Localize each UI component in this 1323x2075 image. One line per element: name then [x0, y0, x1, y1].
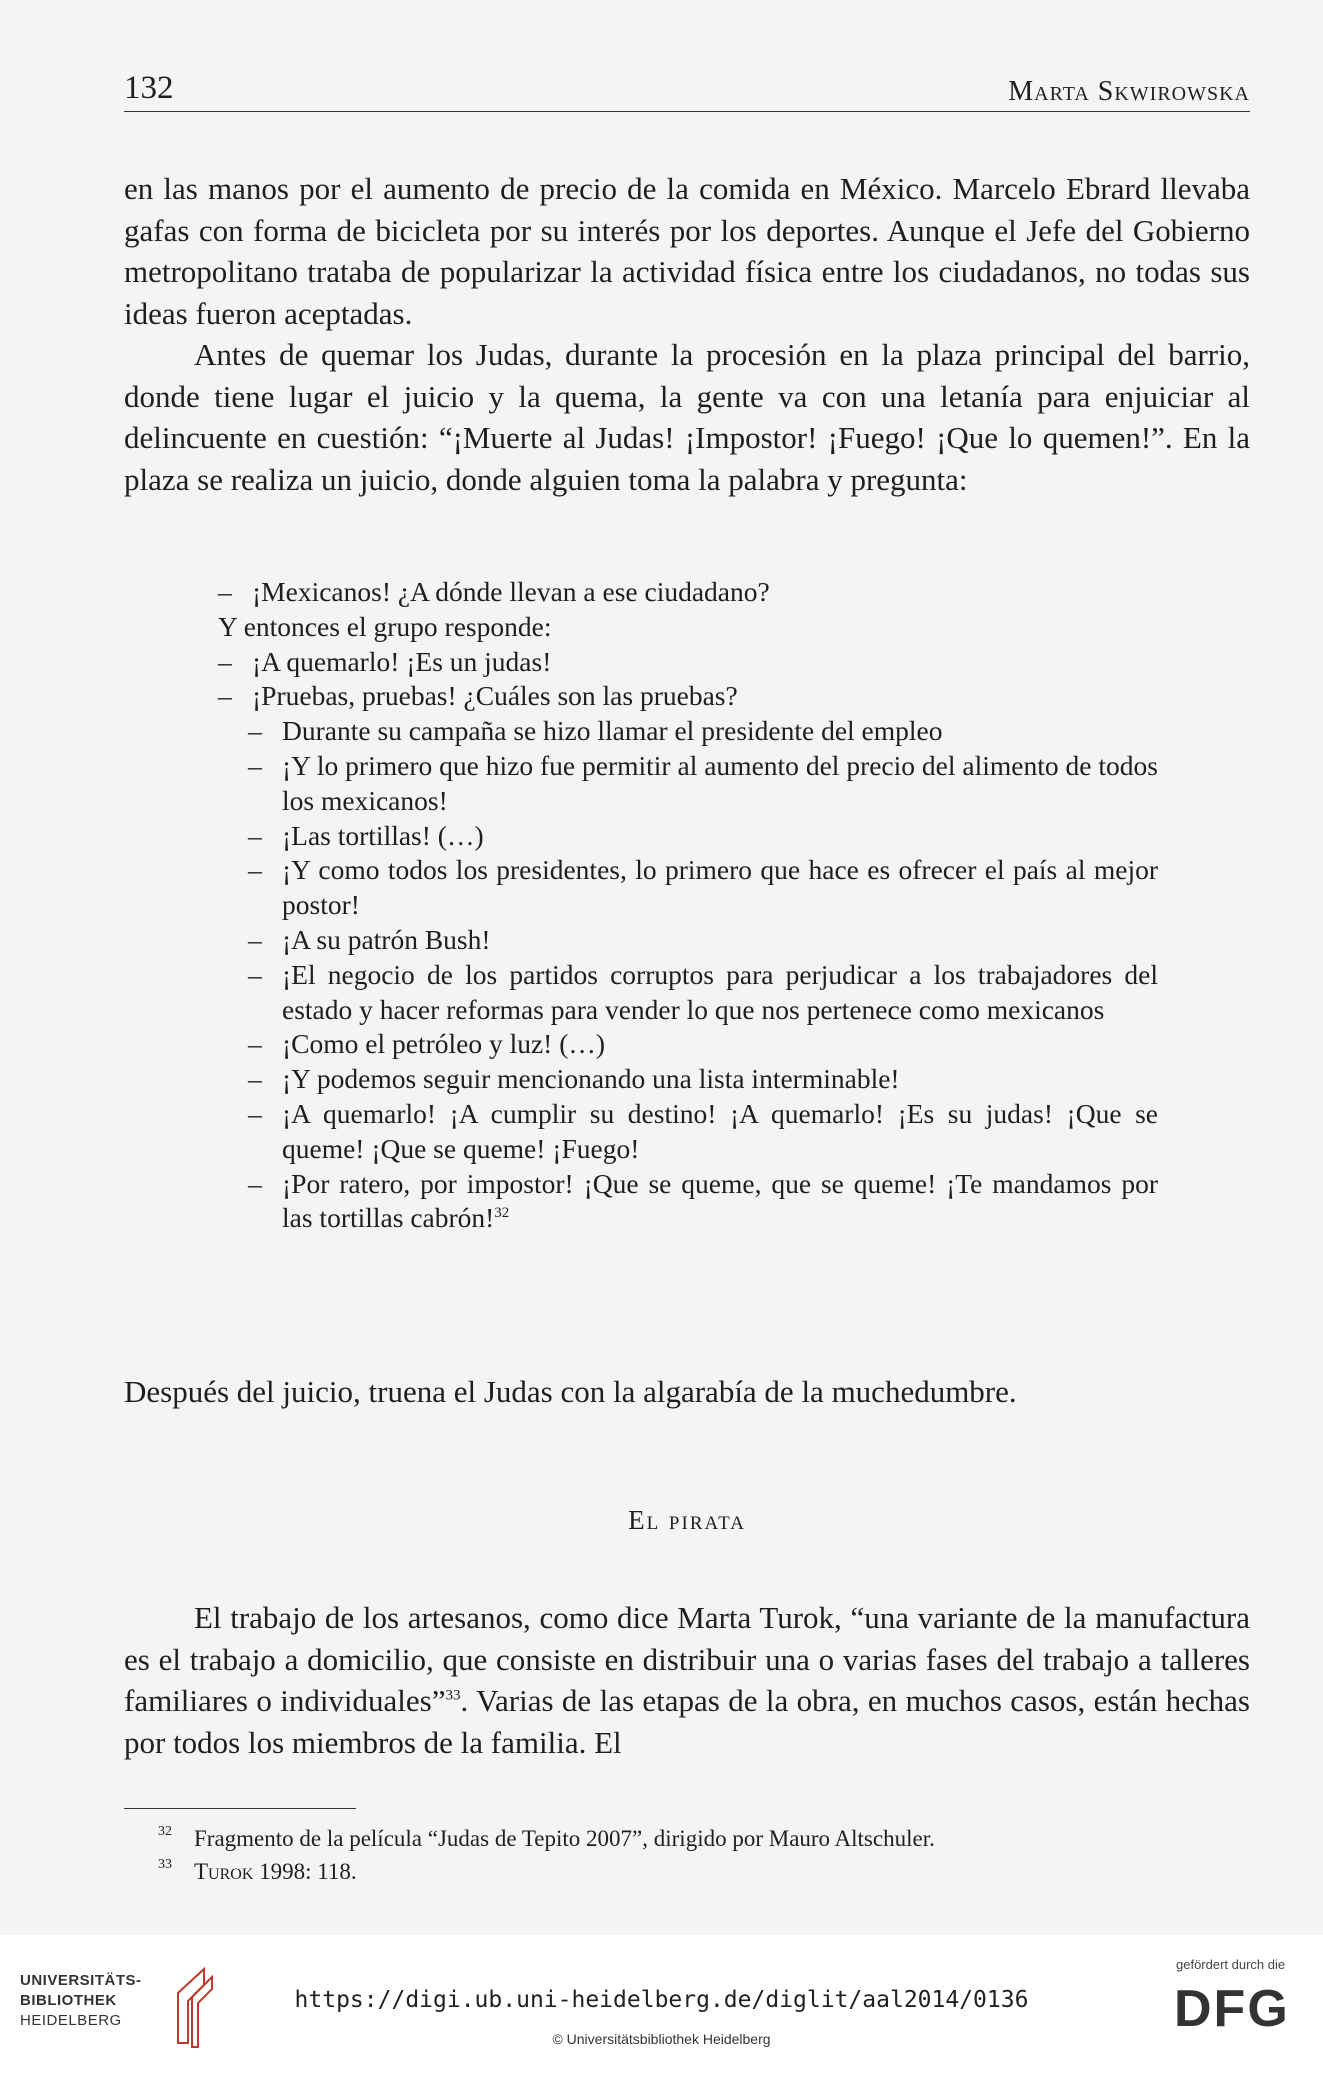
paragraph-1-block — [124, 168, 1250, 500]
page-number: 132 — [124, 70, 174, 106]
dialogue-line — [218, 1097, 1158, 1167]
section-title: El pirata — [628, 1505, 746, 1535]
footnote-text — [194, 1855, 357, 1888]
dialogue-text — [282, 923, 1158, 958]
dialogue-dash: – — [248, 923, 262, 955]
dialogue-dash: – — [248, 958, 262, 990]
header-rule — [124, 111, 1250, 112]
paragraph-2: Antes de quemar los Judas, durante la procesión en la plaza principal del barrio, donde tiene lugar el juicio y la quema, la gente va con una letanía para enjuiciar al delincuente en cuestión: “¡Muerte al Judas! ¡Impostor! ¡Fuego! ¡Que lo quemen!”. En la plaza se realiza un juicio, donde alguien toma la palabra y pregunta: — [124, 337, 1250, 497]
dialogue-text-content: ¡Pruebas, pruebas! ¿Cuáles son las pruebas? — [252, 680, 738, 712]
dialogue-line — [218, 1062, 1158, 1097]
dfg-logo[interactable] — [1160, 1957, 1310, 2057]
dialogue-text — [252, 679, 1158, 714]
dialogue-text-content: Y entonces el grupo responde: — [218, 610, 552, 642]
dialogue-line — [218, 645, 1158, 680]
dialogue-line — [218, 610, 1158, 645]
dialogue-text-content: Durante su campaña se hizo llamar el presidente del empleo — [282, 715, 943, 747]
dialogue-line — [218, 958, 1158, 1028]
dialogue-dash: – — [248, 1097, 262, 1129]
paragraph-3-block — [124, 1597, 1250, 1763]
dialogue-text — [282, 853, 1158, 923]
dialogue-line — [218, 749, 1158, 819]
dialogue-text — [282, 1062, 1158, 1097]
library-name-line-3: HEIDELBERG — [20, 2012, 122, 2029]
dialogue-dash: – — [248, 854, 262, 886]
funder-name: DFG — [1174, 1980, 1290, 2038]
dialogue-line — [218, 819, 1158, 854]
dialogue-text-content: ¡Como el petróleo y luz! (…) — [282, 1028, 606, 1060]
dialogue-line — [218, 923, 1158, 958]
dialogue-dash: – — [218, 576, 232, 607]
dialogue-dash: – — [218, 645, 232, 677]
dialogue-text-content: ¡El negocio de los partidos corruptos para perjudicar a los trabajadores del estado y hacer reformas para vender lo que nos pertenece como mexicanos — [282, 958, 1158, 1025]
dialogue-line — [218, 1167, 1158, 1237]
dialogue-text-content: ¡Mexicanos! ¿A dónde llevan a ese ciudadano? — [252, 576, 770, 607]
paragraph-3-part-b: . Varias de las etapas de la obra, en muchos casos, están hechas por todos los miembros de la familia. El — [124, 1683, 1250, 1760]
dialogue-line — [218, 853, 1158, 923]
footnotes — [158, 1822, 1218, 1888]
dialogue-text-content: ¡Y lo primero que hizo fue permitir al aumento del precio del alimento de todos los mexicanos! — [282, 749, 1158, 816]
footnote-text: Fragmento de la película “Judas de Tepito 2007”, dirigido por Mauro Altschuler. — [194, 1826, 935, 1851]
dialogue-text-content: ¡Por ratero, por impostor! ¡Que se queme, que se queme! ¡Te mandamos por las tortillas cabrón! — [282, 1167, 1158, 1234]
after-dialogue-paragraph: Después del juicio, truena el Judas con la algarabía de la muchedumbre. — [124, 1374, 1017, 1409]
running-header — [124, 66, 1250, 114]
dialogue-text — [282, 819, 1158, 854]
dialogue-text — [282, 1097, 1158, 1167]
dialogue-text-content: ¡A su patrón Bush! — [282, 923, 491, 955]
dialogue-text — [282, 749, 1158, 819]
dialogue-text — [252, 575, 1158, 610]
after-dialogue-block — [124, 1371, 1250, 1413]
running-title: Marta Skwirowska — [1008, 76, 1250, 107]
dialogue-text-content: ¡A quemarlo! ¡Es un judas! — [252, 645, 552, 677]
dialogue-dash: – — [218, 680, 232, 712]
dialogue-dash: – — [248, 749, 262, 781]
dialogue-dash: – — [248, 1063, 262, 1095]
library-name-line-1: UNIVERSITÄTS- — [20, 1972, 142, 1989]
funder-note: gefördert durch die — [1176, 1957, 1286, 1972]
footnote-author: Turok — [194, 1859, 254, 1884]
dialogue-block — [218, 575, 1158, 1236]
dialogue-text — [252, 645, 1158, 680]
footnote-ref-32[interactable]: 32 — [494, 1205, 510, 1222]
source-url-link[interactable]: https://digi.ub.uni-heidelberg.de/diglit/aal2014/0136 — [294, 1987, 1029, 2013]
paragraph-3 — [124, 1597, 1250, 1763]
footnote-number: 32 — [158, 1824, 172, 1839]
dialogue-dash: – — [248, 715, 262, 747]
copyright-notice: © Universitätsbibliothek Heidelberg — [552, 2031, 771, 2047]
dialogue-dash: – — [248, 819, 262, 851]
footnote-33 — [158, 1855, 1218, 1888]
footnote-32 — [158, 1822, 1218, 1855]
dialogue-text-content: ¡Y como todos los presidentes, lo primero que hace es ofrecer el país al mejor postor! — [282, 854, 1158, 921]
paragraph-1: en las manos por el aumento de precio de la comida en México. Marcelo Ebrard llevaba gafas con forma de bicicleta por su interés por los deportes. Aunque el Jefe del Gobierno metropolitano trataba de popularizar la actividad física entre los ciudadanos, no todas sus ideas fueron aceptadas. — [124, 171, 1250, 331]
library-name-line-2: BIBLIOTHEK — [20, 1992, 117, 2009]
dialogue-line — [218, 1027, 1158, 1062]
dialogue-text — [282, 958, 1158, 1028]
dialogue-line — [218, 575, 1158, 610]
footnote-citation: 1998: 118. — [253, 1859, 357, 1884]
paragraph-3-part-a: El trabajo de los artesanos, como dice Marta Turok, “una variante de la manufactura es el trabajo a domicilio, que consiste en distribuir una o varias fases del trabajo a talleres familiares o individuales” — [124, 1600, 1250, 1718]
dialogue-text — [282, 714, 1158, 749]
dialogue-text — [218, 610, 1158, 645]
footnote-rule — [124, 1808, 356, 1809]
digitization-footer — [0, 1935, 1323, 2075]
dialogue-text — [282, 1167, 1158, 1237]
dialogue-dash: – — [248, 1028, 262, 1060]
footnote-number: 33 — [158, 1857, 172, 1872]
dialogue-text-content: ¡Y podemos seguir mencionando una lista interminable! — [282, 1063, 900, 1095]
dialogue-line — [218, 679, 1158, 714]
dialogue-line — [218, 714, 1158, 749]
dialogue-dash: – — [248, 1167, 262, 1199]
dialogue-text-content: ¡Las tortillas! (…) — [282, 819, 484, 851]
footnote-ref-33[interactable]: 33 — [445, 1687, 461, 1704]
dialogue-text-content: ¡A quemarlo! ¡A cumplir su destino! ¡A quemarlo! ¡Es su judas! ¡Que se queme! ¡Que se queme! ¡Fuego! — [282, 1097, 1158, 1164]
dialogue-text — [282, 1027, 1158, 1062]
